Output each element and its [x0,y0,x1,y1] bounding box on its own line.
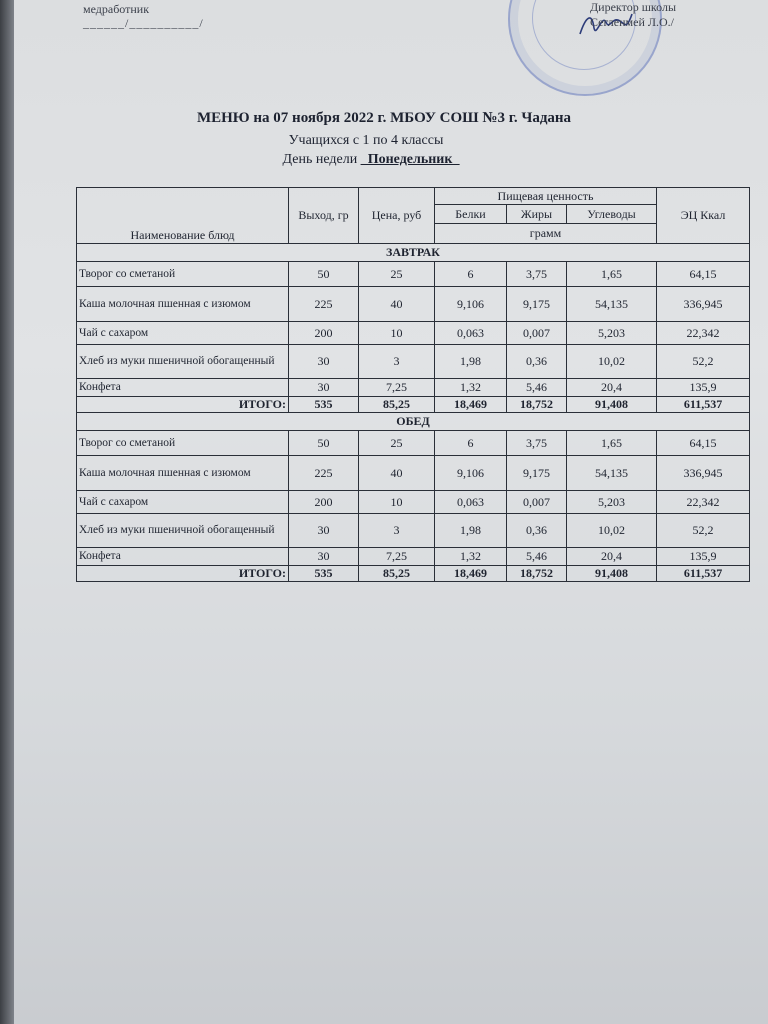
dish-carbs: 54,135 [567,456,657,491]
dish-fats: 9,175 [507,287,567,322]
dish-carbs: 10,02 [567,514,657,548]
header-proteins: Белки [435,205,507,224]
dish-proteins: 6 [435,431,507,456]
dish-proteins: 9,106 [435,456,507,491]
dish-proteins: 1,32 [435,548,507,566]
director-signature-block [590,0,676,30]
menu-title: МЕНЮ на 07 ноября 2022 г. МБОУ СОШ №3 г. Чадана [196,110,572,126]
dish-carbs: 54,135 [567,287,657,322]
dish-proteins: 6 [435,262,507,287]
dish-price: 40 [359,287,435,322]
table-row [77,345,750,379]
weekday-label: День недели [282,152,358,167]
header-energy: ЭЦ Ккал [657,188,750,244]
dish-name: Творог со сметаной [77,431,289,456]
header-price: Цена, руб [359,188,435,244]
total-output: 535 [289,397,359,413]
dish-fats: 0,36 [507,514,567,548]
total-fats: 18,752 [507,566,567,582]
dish-output: 30 [289,379,359,397]
dish-output: 30 [289,548,359,566]
dish-carbs: 5,203 [567,491,657,514]
table-row [77,262,750,287]
total-output: 535 [289,566,359,582]
total-label: ИТОГО: [77,566,289,582]
header-carbs: Углеводы [567,205,657,224]
dish-proteins: 0,063 [435,491,507,514]
total-kcal: 611,537 [657,397,750,413]
dish-kcal: 52,2 [657,345,750,379]
dish-name: Хлеб из муки пшеничной обогащенный [77,345,289,379]
dish-name: Творог со сметаной [77,262,289,287]
dish-name: Хлеб из муки пшеничной обогащенный [77,514,289,548]
table-row [77,431,750,456]
director-title: Директор школы [590,0,677,14]
dish-price: 7,25 [359,379,435,397]
dish-proteins: 0,063 [435,322,507,345]
medic-signature-block [83,2,204,30]
dish-fats: 3,75 [507,262,567,287]
total-fats: 18,752 [507,397,567,413]
dish-proteins: 1,98 [435,345,507,379]
total-price: 85,25 [359,397,435,413]
dish-carbs: 1,65 [567,262,657,287]
dish-price: 25 [359,431,435,456]
header-output: Выход, гр [289,188,359,244]
dish-kcal: 22,342 [657,322,750,345]
dish-name: Чай с сахаром [77,491,289,514]
dish-fats: 9,175 [507,456,567,491]
menu-subtitle: Учащихся с 1 по 4 классы [288,133,444,148]
total-row [77,397,750,413]
total-carbs: 91,408 [567,397,657,413]
table-row [77,548,750,566]
header-fats: Жиры [507,205,567,224]
total-proteins: 18,469 [435,566,507,582]
dish-price: 40 [359,456,435,491]
dish-output: 30 [289,345,359,379]
dish-output: 200 [289,322,359,345]
dish-output: 50 [289,431,359,456]
dish-proteins: 9,106 [435,287,507,322]
dish-fats: 3,75 [507,431,567,456]
weekday-value: _Понедельник_ [360,152,460,167]
dish-carbs: 10,02 [567,345,657,379]
dish-name: Каша молочная пшенная с изюмом [77,287,289,322]
dish-carbs: 1,65 [567,431,657,456]
dish-price: 10 [359,322,435,345]
table-row [77,379,750,397]
dish-proteins: 1,32 [435,379,507,397]
header-nutrition: Пищевая ценность [435,188,657,205]
dish-kcal: 135,9 [657,379,750,397]
medic-signature-line: ______/__________/ [83,16,204,30]
dish-output: 50 [289,262,359,287]
dish-price: 10 [359,491,435,514]
section-title: ЗАВТРАК [77,244,750,262]
dish-fats: 5,46 [507,548,567,566]
total-proteins: 18,469 [435,397,507,413]
table-row [77,287,750,322]
dish-name: Каша молочная пшенная с изюмом [77,456,289,491]
dish-kcal: 336,945 [657,456,750,491]
dish-price: 25 [359,262,435,287]
dish-kcal: 64,15 [657,262,750,287]
dish-output: 200 [289,491,359,514]
dish-price: 3 [359,345,435,379]
dish-price: 3 [359,514,435,548]
dish-fats: 0,007 [507,491,567,514]
dish-fats: 0,007 [507,322,567,345]
menu-table [76,187,750,582]
dish-carbs: 5,203 [567,322,657,345]
table-row [77,456,750,491]
section-row-lunch [77,413,750,431]
director-name: Сегленмей Л.О./ [590,15,675,29]
total-kcal: 611,537 [657,566,750,582]
weekday-line [0,152,742,168]
section-title: ОБЕД [77,413,750,431]
dish-kcal: 135,9 [657,548,750,566]
dish-output: 225 [289,456,359,491]
medic-label: медработник [83,2,150,16]
header-dish-name: Наименование блюд [77,188,289,244]
dish-output: 225 [289,287,359,322]
dish-output: 30 [289,514,359,548]
dish-name: Чай с сахаром [77,322,289,345]
dish-carbs: 20,4 [567,548,657,566]
table-row [77,322,750,345]
table-row [77,514,750,548]
total-price: 85,25 [359,566,435,582]
total-carbs: 91,408 [567,566,657,582]
header-unit: грамм [435,224,657,244]
table-row [77,491,750,514]
dish-kcal: 336,945 [657,287,750,322]
dish-carbs: 20,4 [567,379,657,397]
dish-fats: 5,46 [507,379,567,397]
dish-proteins: 1,98 [435,514,507,548]
dish-fats: 0,36 [507,345,567,379]
dish-kcal: 22,342 [657,491,750,514]
dish-price: 7,25 [359,548,435,566]
dish-name: Конфета [77,548,289,566]
dish-kcal: 64,15 [657,431,750,456]
section-row-breakfast [77,244,750,262]
total-label: ИТОГО: [77,397,289,413]
dish-kcal: 52,2 [657,514,750,548]
dish-name: Конфета [77,379,289,397]
total-row [77,566,750,582]
